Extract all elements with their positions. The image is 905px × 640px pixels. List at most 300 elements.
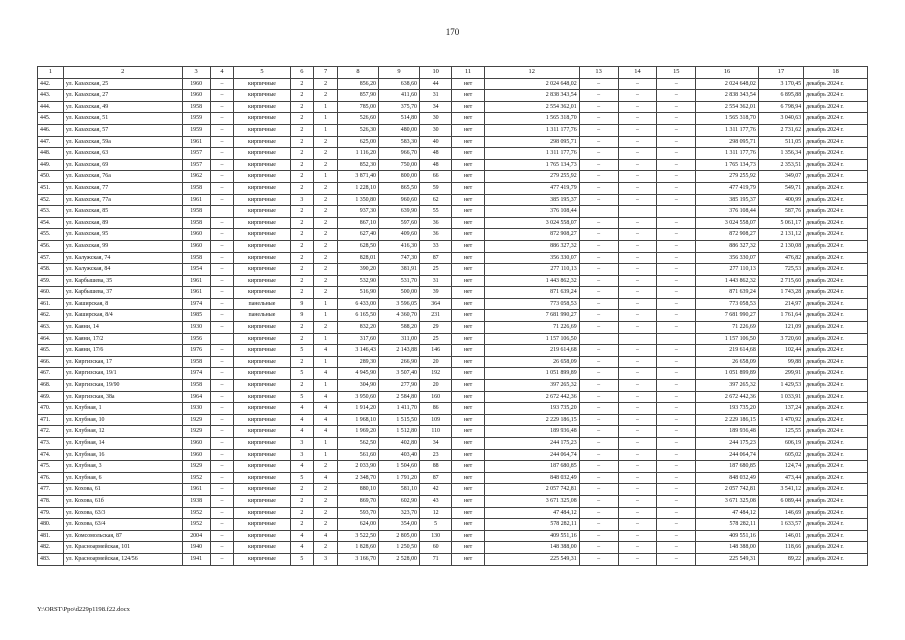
year-built-cell: 1958 (182, 182, 210, 194)
floors-cell: 3 (290, 449, 314, 461)
wall-material-cell: кирпичные (234, 101, 290, 113)
total-area-cell: 304,90 (337, 380, 378, 392)
source-cell-14: – (618, 194, 657, 206)
year-renovated-cell: – (210, 171, 234, 183)
footer-file-path: Y:\ORST\Ppo\d229p1198.f22.docx (37, 606, 130, 613)
wall-material-cell: кирпичные (234, 356, 290, 368)
table-body (38, 78, 868, 565)
living-area-cell: 2 805,00 (378, 530, 419, 542)
year-built-cell: 1929 (182, 426, 210, 438)
residents-cell: 66 (419, 171, 451, 183)
source-cell-14: – (618, 461, 657, 473)
residents-cell: 36 (419, 217, 451, 229)
living-area-cell: 638,60 (378, 78, 419, 90)
address-cell: ул. Клубная, 6 (63, 472, 182, 484)
data-table-container (37, 66, 868, 566)
source-cell-13: – (579, 438, 618, 450)
entrances-cell: 3 (314, 553, 338, 565)
entrances-cell: 1 (314, 310, 338, 322)
row-number-cell: 483. (38, 553, 64, 565)
cost-per-sqm-cell: 1 356,34 (758, 148, 803, 160)
column-number-header: 13 (579, 67, 618, 79)
cost-per-sqm-cell: 99,88 (758, 356, 803, 368)
year-built-cell: 1960 (182, 438, 210, 450)
address-cell: ул. Кохова, 61б (63, 495, 182, 507)
source-cell-15: – (657, 380, 696, 392)
row-number-cell: 455. (38, 229, 64, 241)
residents-cell: 48 (419, 148, 451, 160)
deadline-cell: декабрь 2024 г. (804, 217, 868, 229)
source-cell-14: – (618, 438, 657, 450)
living-area-cell: 1 504,60 (378, 461, 419, 473)
total-area-cell: 3 871,40 (337, 171, 378, 183)
year-renovated-cell: – (210, 322, 234, 334)
status-cell: нет (452, 426, 484, 438)
cost-per-sqm-cell: 1 470,92 (758, 414, 803, 426)
living-area-cell: 1 512,80 (378, 426, 419, 438)
floors-cell: 2 (290, 136, 314, 148)
status-cell: нет (452, 194, 484, 206)
source-cell-15: – (657, 530, 696, 542)
source-cell-13: – (579, 136, 618, 148)
year-built-cell: 1958 (182, 101, 210, 113)
row-number-cell: 448. (38, 148, 64, 160)
source-cell-14: – (618, 240, 657, 252)
source-cell-15: – (657, 391, 696, 403)
status-cell: нет (452, 275, 484, 287)
year-renovated-cell: – (210, 182, 234, 194)
wall-material-cell: кирпичные (234, 368, 290, 380)
residents-cell: 60 (419, 542, 451, 554)
page-number: 170 (445, 27, 460, 37)
entrances-cell: 2 (314, 182, 338, 194)
address-cell: ул. Клубная, 3 (63, 461, 182, 473)
table-row (38, 345, 868, 357)
cost-per-sqm-cell: 2 130,08 (758, 240, 803, 252)
year-renovated-cell: – (210, 124, 234, 136)
year-built-cell: 1961 (182, 136, 210, 148)
source-cell-13: – (579, 310, 618, 322)
year-renovated-cell: – (210, 275, 234, 287)
year-built-cell: 1961 (182, 287, 210, 299)
year-built-cell: 1985 (182, 310, 210, 322)
year-renovated-cell: – (210, 356, 234, 368)
living-area-cell: 277,90 (378, 380, 419, 392)
wall-material-cell: кирпичные (234, 287, 290, 299)
year-built-cell: 1961 (182, 194, 210, 206)
entrances-cell: 1 (314, 356, 338, 368)
column-number-header: 11 (452, 67, 484, 79)
source-cell-15: – (657, 229, 696, 241)
status-cell: нет (452, 519, 484, 531)
entrances-cell: 4 (314, 414, 338, 426)
deadline-cell: декабрь 2024 г. (804, 403, 868, 415)
table-row (38, 287, 868, 299)
row-number-cell: 471. (38, 414, 64, 426)
source-cell-14: – (618, 229, 657, 241)
source-cell-14: – (618, 171, 657, 183)
table-row (38, 136, 868, 148)
total-area-cell: 1 350,80 (337, 194, 378, 206)
residents-cell: 31 (419, 90, 451, 102)
floors-cell: 2 (290, 264, 314, 276)
source-cell-14: – (618, 264, 657, 276)
wall-material-cell: кирпичные (234, 113, 290, 125)
total-area-cell: 937,30 (337, 206, 378, 218)
source-cell-13: – (579, 124, 618, 136)
year-renovated-cell: – (210, 345, 234, 357)
entrances-cell: 4 (314, 391, 338, 403)
residents-cell: 86 (419, 403, 451, 415)
row-number-cell: 472. (38, 426, 64, 438)
total-cost-cell: 1 565 318,70 (484, 113, 579, 125)
source-cell-13: – (579, 507, 618, 519)
cost-local-cell: 244 064,74 (696, 449, 759, 461)
total-area-cell: 1 914,20 (337, 403, 378, 415)
living-area-cell: 639,90 (378, 206, 419, 218)
floors-cell: 5 (290, 472, 314, 484)
table-row (38, 391, 868, 403)
row-number-cell: 482. (38, 542, 64, 554)
living-area-cell: 865,50 (378, 182, 419, 194)
year-renovated-cell: – (210, 264, 234, 276)
cost-local-cell: 47 484,12 (696, 507, 759, 519)
total-area-cell: 625,00 (337, 136, 378, 148)
address-cell: ул. Клубная, 1 (63, 403, 182, 415)
entrances-cell: 2 (314, 461, 338, 473)
table-row (38, 310, 868, 322)
year-built-cell: 1960 (182, 229, 210, 241)
column-number-header: 5 (234, 67, 290, 79)
residents-cell: 146 (419, 345, 451, 357)
table-row (38, 275, 868, 287)
total-cost-cell: 2 229 186,15 (484, 414, 579, 426)
wall-material-cell: кирпичные (234, 171, 290, 183)
status-cell: нет (452, 148, 484, 160)
floors-cell: 2 (290, 519, 314, 531)
residents-cell: 43 (419, 495, 451, 507)
cost-local-cell: 2 838 343,54 (696, 90, 759, 102)
total-cost-cell: 1 443 862,32 (484, 275, 579, 287)
living-area-cell: 1 411,70 (378, 403, 419, 415)
row-number-cell: 468. (38, 380, 64, 392)
floors-cell: 2 (290, 322, 314, 334)
living-area-cell: 266,90 (378, 356, 419, 368)
deadline-cell: декабрь 2024 г. (804, 356, 868, 368)
total-area-cell: 1 116,20 (337, 148, 378, 160)
wall-material-cell: кирпичные (234, 124, 290, 136)
address-cell: ул. Казахская, 59а (63, 136, 182, 148)
address-cell: ул. Казахская, 63 (63, 148, 182, 160)
total-area-cell: 785,00 (337, 101, 378, 113)
status-cell: нет (452, 229, 484, 241)
wall-material-cell: кирпичные (234, 322, 290, 334)
living-area-cell: 403,40 (378, 449, 419, 461)
cost-local-cell: 7 681 990,27 (696, 310, 759, 322)
row-number-cell: 481. (38, 530, 64, 542)
residents-cell: 42 (419, 484, 451, 496)
total-cost-cell: 2 554 362,01 (484, 101, 579, 113)
cost-local-cell: 3 024 558,07 (696, 217, 759, 229)
living-area-cell: 2 143,88 (378, 345, 419, 357)
total-cost-cell: 376 108,44 (484, 206, 579, 218)
year-built-cell: 1930 (182, 322, 210, 334)
cost-per-sqm-cell: 549,71 (758, 182, 803, 194)
source-cell-14: – (618, 148, 657, 160)
year-renovated-cell: – (210, 495, 234, 507)
status-cell: нет (452, 217, 484, 229)
year-renovated-cell: – (210, 298, 234, 310)
total-area-cell: 317,60 (337, 333, 378, 345)
year-built-cell: 1952 (182, 519, 210, 531)
cost-local-cell: 1 565 318,70 (696, 113, 759, 125)
total-area-cell: 628,50 (337, 240, 378, 252)
address-cell: ул. Казахская, 51 (63, 113, 182, 125)
row-number-cell: 454. (38, 217, 64, 229)
deadline-cell: декабрь 2024 г. (804, 287, 868, 299)
year-built-cell: 1952 (182, 507, 210, 519)
source-cell-15: – (657, 345, 696, 357)
total-area-cell: 526,60 (337, 113, 378, 125)
address-cell: ул. Карбышева, 35 (63, 275, 182, 287)
cost-local-cell: 2 554 362,01 (696, 101, 759, 113)
floors-cell: 4 (290, 403, 314, 415)
year-renovated-cell: – (210, 449, 234, 461)
total-cost-cell: 225 549,31 (484, 553, 579, 565)
deadline-cell: декабрь 2024 г. (804, 507, 868, 519)
source-cell-14: – (618, 298, 657, 310)
residents-cell: 110 (419, 426, 451, 438)
cost-per-sqm-cell: 146,69 (758, 507, 803, 519)
floors-cell: 5 (290, 345, 314, 357)
column-number-header: 6 (290, 67, 314, 79)
wall-material-cell: кирпичные (234, 229, 290, 241)
cost-local-cell: 189 936,48 (696, 426, 759, 438)
table-row (38, 542, 868, 554)
cost-per-sqm-cell: 6 798,94 (758, 101, 803, 113)
entrances-cell: 4 (314, 403, 338, 415)
year-built-cell: 1964 (182, 391, 210, 403)
status-cell: нет (452, 553, 484, 565)
cost-local-cell: 187 680,85 (696, 461, 759, 473)
entrances-cell: 1 (314, 298, 338, 310)
table-row (38, 217, 868, 229)
deadline-cell: декабрь 2024 г. (804, 90, 868, 102)
address-cell: ул. Кохова, 63/4 (63, 519, 182, 531)
wall-material-cell: кирпичные (234, 90, 290, 102)
year-built-cell: 1958 (182, 252, 210, 264)
source-cell-14: – (618, 275, 657, 287)
source-cell-13: – (579, 252, 618, 264)
total-cost-cell: 871 639,24 (484, 287, 579, 299)
table-row (38, 229, 868, 241)
status-cell: нет (452, 124, 484, 136)
floors-cell: 4 (290, 426, 314, 438)
deadline-cell: декабрь 2024 г. (804, 495, 868, 507)
living-area-cell: 416,30 (378, 240, 419, 252)
table-row (38, 194, 868, 206)
living-area-cell: 1 791,20 (378, 472, 419, 484)
cost-per-sqm-cell: 102,44 (758, 345, 803, 357)
table-row (38, 368, 868, 380)
deadline-cell: декабрь 2024 г. (804, 391, 868, 403)
entrances-cell: 4 (314, 472, 338, 484)
total-area-cell: 624,00 (337, 519, 378, 531)
column-number-header: 18 (804, 67, 868, 79)
year-built-cell: 1958 (182, 356, 210, 368)
year-built-cell: 1958 (182, 217, 210, 229)
source-cell-14: – (618, 182, 657, 194)
total-area-cell: 867,10 (337, 217, 378, 229)
source-cell-15: – (657, 136, 696, 148)
residents-cell: 87 (419, 472, 451, 484)
entrances-cell: 2 (314, 495, 338, 507)
total-cost-cell: 1 051 899,89 (484, 368, 579, 380)
year-renovated-cell: – (210, 240, 234, 252)
row-number-cell: 474. (38, 449, 64, 461)
cost-per-sqm-cell: 473,44 (758, 472, 803, 484)
column-number-header: 8 (337, 67, 378, 79)
entrances-cell: 2 (314, 217, 338, 229)
table-row (38, 148, 868, 160)
table-row (38, 333, 868, 345)
status-cell: нет (452, 101, 484, 113)
source-cell-14: – (618, 484, 657, 496)
source-cell-15: – (657, 101, 696, 113)
address-cell: ул. Киргизская, 19/1 (63, 368, 182, 380)
source-cell-15: – (657, 368, 696, 380)
deadline-cell: декабрь 2024 г. (804, 472, 868, 484)
row-number-cell: 458. (38, 264, 64, 276)
floors-cell: 2 (290, 159, 314, 171)
source-cell-13: – (579, 345, 618, 357)
year-renovated-cell: – (210, 542, 234, 554)
year-renovated-cell: – (210, 414, 234, 426)
status-cell: нет (452, 391, 484, 403)
deadline-cell: декабрь 2024 г. (804, 148, 868, 160)
living-area-cell: 581,10 (378, 484, 419, 496)
source-cell-15: – (657, 356, 696, 368)
year-built-cell: 1961 (182, 484, 210, 496)
source-cell-14: – (618, 124, 657, 136)
year-built-cell: 1960 (182, 449, 210, 461)
cost-local-cell: 385 195,37 (696, 194, 759, 206)
deadline-cell: декабрь 2024 г. (804, 519, 868, 531)
status-cell: нет (452, 264, 484, 276)
total-cost-cell: 2 838 343,54 (484, 90, 579, 102)
wall-material-cell: кирпичные (234, 252, 290, 264)
year-renovated-cell: – (210, 403, 234, 415)
floors-cell: 2 (290, 252, 314, 264)
source-cell-15: – (657, 542, 696, 554)
living-area-cell: 354,00 (378, 519, 419, 531)
total-area-cell: 832,20 (337, 322, 378, 334)
year-renovated-cell: – (210, 101, 234, 113)
entrances-cell: 2 (314, 159, 338, 171)
living-area-cell: 588,20 (378, 322, 419, 334)
deadline-cell: декабрь 2024 г. (804, 449, 868, 461)
wall-material-cell: кирпичные (234, 333, 290, 345)
housing-table (37, 66, 868, 566)
address-cell: ул. Киргизская, 17 (63, 356, 182, 368)
row-number-cell: 447. (38, 136, 64, 148)
floors-cell: 2 (290, 380, 314, 392)
column-number-header: 7 (314, 67, 338, 79)
year-renovated-cell: – (210, 484, 234, 496)
source-cell-14: – (618, 252, 657, 264)
total-cost-cell: 187 680,85 (484, 461, 579, 473)
year-renovated-cell: – (210, 252, 234, 264)
source-cell-15: – (657, 113, 696, 125)
floors-cell: 9 (290, 298, 314, 310)
deadline-cell: декабрь 2024 г. (804, 438, 868, 450)
wall-material-cell: кирпичные (234, 206, 290, 218)
living-area-cell: 480,00 (378, 124, 419, 136)
column-number-header: 16 (696, 67, 759, 79)
cost-local-cell: 244 175,23 (696, 438, 759, 450)
source-cell-15: – (657, 182, 696, 194)
row-number-cell: 463. (38, 322, 64, 334)
residents-cell: 20 (419, 356, 451, 368)
cost-local-cell: 2 057 742,81 (696, 484, 759, 496)
cost-per-sqm-cell: 3 541,12 (758, 484, 803, 496)
cost-local-cell: 773 058,53 (696, 298, 759, 310)
living-area-cell: 1 250,50 (378, 542, 419, 554)
residents-cell: 31 (419, 275, 451, 287)
row-number-cell: 460. (38, 287, 64, 299)
residents-cell: 29 (419, 322, 451, 334)
residents-cell: 34 (419, 101, 451, 113)
status-cell: нет (452, 472, 484, 484)
year-renovated-cell (210, 333, 234, 345)
table-row (38, 472, 868, 484)
status-cell: нет (452, 461, 484, 473)
cost-local-cell: 2 672 442,36 (696, 391, 759, 403)
living-area-cell: 402,80 (378, 438, 419, 450)
total-area-cell: 869,70 (337, 495, 378, 507)
source-cell-15: – (657, 472, 696, 484)
residents-cell: 40 (419, 136, 451, 148)
cost-local-cell: 193 735,20 (696, 403, 759, 415)
source-cell-15: – (657, 171, 696, 183)
total-area-cell: 2 033,90 (337, 461, 378, 473)
cost-local-cell: 277 110,13 (696, 264, 759, 276)
address-cell: ул. Кохова, 63/3 (63, 507, 182, 519)
floors-cell: 3 (290, 438, 314, 450)
table-row (38, 264, 868, 276)
total-area-cell: 6 433,00 (337, 298, 378, 310)
table-row (38, 182, 868, 194)
cost-per-sqm-cell: 3 040,63 (758, 113, 803, 125)
deadline-cell: декабрь 2024 г. (804, 322, 868, 334)
total-cost-cell: 277 110,13 (484, 264, 579, 276)
wall-material-cell: кирпичные (234, 78, 290, 90)
source-cell-13: – (579, 78, 618, 90)
column-number-header: 15 (657, 67, 696, 79)
wall-material-cell: кирпичные (234, 159, 290, 171)
deadline-cell: декабрь 2024 г. (804, 426, 868, 438)
cost-local-cell: 848 032,49 (696, 472, 759, 484)
residents-cell: 30 (419, 124, 451, 136)
source-cell-13: – (579, 182, 618, 194)
source-cell-13: – (579, 229, 618, 241)
total-area-cell: 2 348,70 (337, 472, 378, 484)
row-number-cell: 457. (38, 252, 64, 264)
status-cell: нет (452, 507, 484, 519)
floors-cell: 2 (290, 229, 314, 241)
source-cell-15 (657, 333, 696, 345)
address-cell: ул. Калужская, 84 (63, 264, 182, 276)
